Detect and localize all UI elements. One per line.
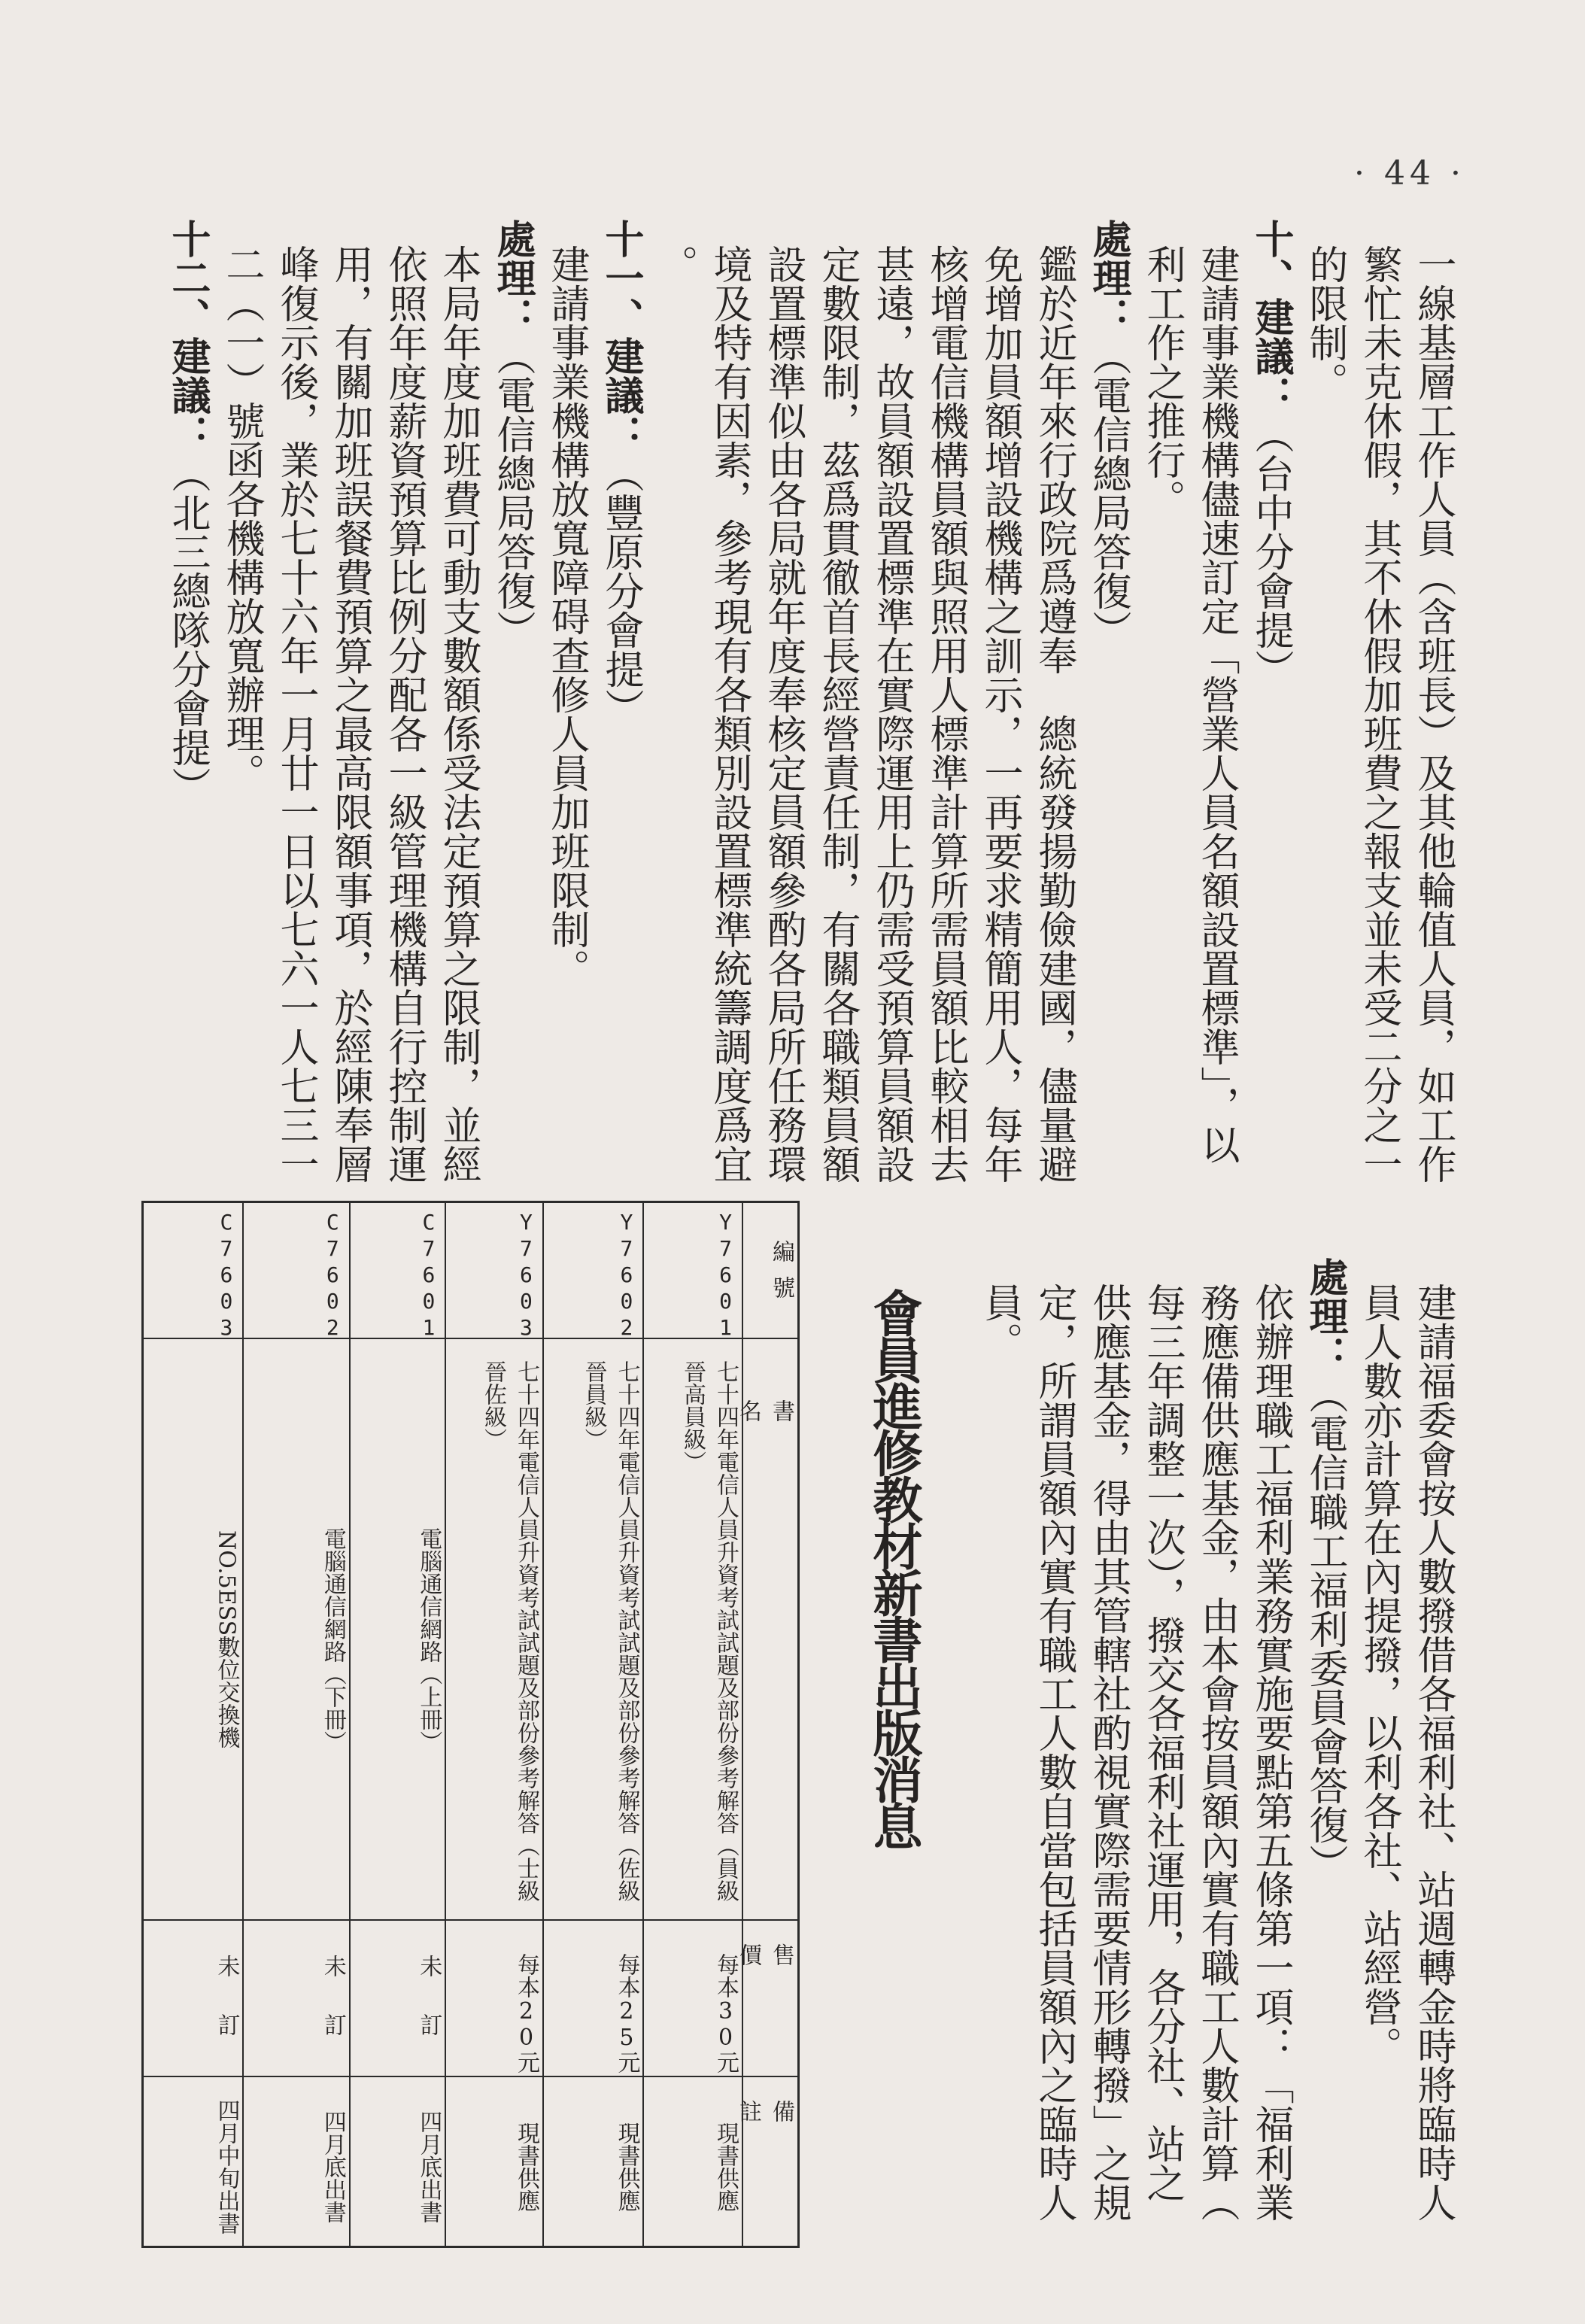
text-column — [810, 245, 864, 1192]
book-price: 未訂 — [244, 1921, 348, 2077]
section-heading-column — [1298, 1257, 1352, 2186]
column-text: 依照年度薪資預算比例分配各一級管理機構自行控制運 — [381, 245, 427, 1183]
column-text: 定數限制，茲爲貫徹首長經營責任制，有關各職類員額 — [815, 245, 860, 1183]
text-column — [702, 245, 756, 1192]
book-code: Y7602 — [544, 1203, 642, 1339]
column-text: 甚遠，故員額設置標準在實際運用上仍需受預算員額設 — [869, 245, 914, 1183]
column-text: （台中分會提） — [1248, 415, 1293, 689]
column-text: 二（一）號函各機構放寬辦理。 — [219, 245, 264, 792]
text-column — [864, 245, 919, 1192]
text-column — [539, 245, 594, 1192]
table-row — [349, 1203, 445, 2246]
page-number: · 44 · — [1354, 154, 1465, 193]
column-text: 員。 — [977, 1283, 1022, 1361]
column-text: （豐原分會提） — [598, 454, 643, 728]
column-text: 用，有關加班誤餐費預算之最高限額事項，於經陳奉層 — [327, 245, 372, 1183]
column-text: 峰復示後，業於七十六年一月廿一日以七六一人七三一 — [273, 245, 318, 1183]
book-price: 每本30元 — [644, 1921, 742, 2077]
table-row — [445, 1203, 542, 2246]
book-price: 未訂 — [351, 1921, 445, 2077]
text-column — [1352, 245, 1406, 1192]
book-name: 電腦通信網路（下冊） — [244, 1339, 348, 1921]
column-text: 的限制。 — [1302, 245, 1347, 401]
text-column — [1135, 245, 1189, 1192]
column-text: 。 — [652, 245, 697, 284]
top-text-section — [160, 219, 1460, 1192]
column-text: 員人數亦計算在內提撥，以利各社、站經營。 — [1356, 1283, 1401, 2065]
text-column — [1406, 245, 1460, 1192]
book-code: C7602 — [244, 1203, 348, 1339]
book-code: Y7603 — [446, 1203, 542, 1339]
text-column — [1298, 245, 1352, 1192]
column-text: 利工作之推行。 — [1140, 245, 1185, 518]
text-column — [1027, 245, 1081, 1192]
header-name: 書名 — [743, 1339, 797, 1921]
book-name: 七十四年電信人員升資考試試題及部份參考解答（員級晉高員級） — [644, 1339, 742, 1921]
column-text: （電信總局答復） — [1086, 336, 1131, 650]
section-heading-column — [160, 219, 214, 1192]
text-column — [1243, 1283, 1298, 2222]
column-text: 境及特有因素，參考現有各類別設置標準統籌調度爲宜 — [706, 245, 752, 1183]
heading-label: 十二、建議： — [165, 219, 210, 454]
column-text: 建請事業機構放寬障碍查修人員加班限制。 — [544, 245, 589, 988]
text-column — [919, 245, 973, 1192]
section-heading-column — [485, 219, 539, 1192]
table-row — [542, 1203, 642, 2246]
text-column — [1352, 1283, 1406, 2186]
text-column — [377, 245, 431, 1192]
column-text: （電信職工福利委員會答復） — [1302, 1375, 1347, 1884]
notice-title: 會員進修教材新書出版消息 — [864, 1288, 922, 1848]
column-text: 定，所謂員額內實有職工人數自當包括員額內之臨時人 — [1031, 1283, 1076, 2222]
book-name: 電腦通信網路（上冊） — [351, 1339, 445, 1921]
book-note: 四月底出書 — [415, 2110, 442, 2223]
column-text: （北三總隊分會提） — [165, 454, 210, 807]
book-code: Y7601 — [644, 1203, 742, 1339]
column-text: 建請事業機構儘速訂定「營業人員名額設置標準」，以 — [1194, 245, 1239, 1164]
text-column — [269, 245, 323, 1192]
heading-label: 處理： — [1086, 219, 1131, 337]
text-column — [1081, 1283, 1135, 2222]
table-row — [642, 1203, 742, 2246]
book-name: 七十四年電信人員升資考試試題及部份參考解答（士級晉佐級） — [446, 1339, 542, 1921]
text-column — [973, 245, 1027, 1192]
book-price: 每本20元 — [446, 1921, 542, 2077]
heading-label: 十一、建議： — [598, 219, 643, 454]
text-column — [1189, 1283, 1243, 2222]
book-note: 現書供應 — [712, 2122, 739, 2212]
table-row — [242, 1203, 348, 2246]
book-note: 現書供應 — [512, 2122, 539, 2212]
heading-label: 十、建議： — [1248, 219, 1293, 415]
column-text: 核增電信機構員額與照用人標準計算所需員額比較相去 — [923, 245, 968, 1183]
column-text: 建請福委會按人數撥借各福利社、站週轉金時將臨時人 — [1410, 1283, 1456, 2222]
text-column — [431, 245, 485, 1192]
column-text: 本局年度加班費可動支數額係受法定預算之限制，並經 — [436, 245, 481, 1183]
section-heading-column — [1081, 219, 1135, 1192]
book-price: 未訂 — [144, 1921, 242, 2077]
welfare-text-section — [973, 1257, 1460, 2222]
text-column — [323, 245, 377, 1192]
column-text: 每三年調整一次），撥交各福利社運用，各分社、站之 — [1140, 1283, 1185, 2202]
book-note: 四月底出書 — [319, 2110, 346, 2223]
header-note: 備註 — [735, 2100, 794, 2181]
text-column — [1027, 1283, 1081, 2222]
text-column — [756, 245, 810, 1192]
book-code: C7601 — [351, 1203, 445, 1339]
section-heading-column — [594, 219, 648, 1192]
column-text: 依辦理職工福利業務實施要點第五條第一項：「福利業 — [1248, 1283, 1293, 2222]
section-heading-column — [1243, 219, 1298, 1192]
column-text: 鑑於近年來行政院爲遵奉 總統發揚勤儉建國，儘量避 — [1031, 245, 1076, 1183]
column-text: 繁忙未克休假，其不休假加班費之報支並未受二分之一 — [1356, 245, 1401, 1183]
book-name: NO.5ESS數位交換機 — [144, 1339, 242, 1921]
column-text: 免增加員額增設機構之訓示，一再要求精簡用人，每年 — [977, 245, 1022, 1183]
column-text: （電信總局答復） — [490, 336, 535, 650]
text-column — [973, 1283, 1027, 2186]
book-note: 現書供應 — [613, 2122, 640, 2212]
book-note: 四月中旬出書 — [213, 2099, 240, 2234]
text-column — [1135, 1283, 1189, 2202]
text-column — [1406, 1283, 1460, 2222]
header-price: 售價 — [743, 1921, 797, 2077]
heading-label: 處理： — [490, 219, 535, 337]
table-header-column — [735, 1203, 797, 2246]
column-text: 設置標準似由各局就年度奉核定員額參酌各局所任務環 — [761, 245, 806, 1183]
column-text: 供應基金，得由其管轄社酌視實際需要情形轉撥」之規 — [1086, 1283, 1131, 2222]
text-column — [648, 245, 702, 1192]
book-name: 七十四年電信人員升資考試試題及部份參考解答（佐級晉員級） — [544, 1339, 642, 1921]
column-text: 一線基層工作人員（含班長）及其他輪值人員，如工作 — [1410, 245, 1456, 1183]
heading-label: 處理： — [1302, 1257, 1347, 1375]
text-column — [1189, 245, 1243, 1192]
text-column — [214, 245, 269, 1192]
book-price: 每本25元 — [544, 1921, 642, 2077]
book-table — [141, 1201, 800, 2248]
column-text: 務應備供應基金，由本會按員額內實有職工人數計算（ — [1194, 1283, 1239, 2222]
book-code: C7603 — [144, 1203, 242, 1339]
header-code: 編號 — [743, 1203, 797, 1339]
table-row — [144, 1203, 242, 2246]
